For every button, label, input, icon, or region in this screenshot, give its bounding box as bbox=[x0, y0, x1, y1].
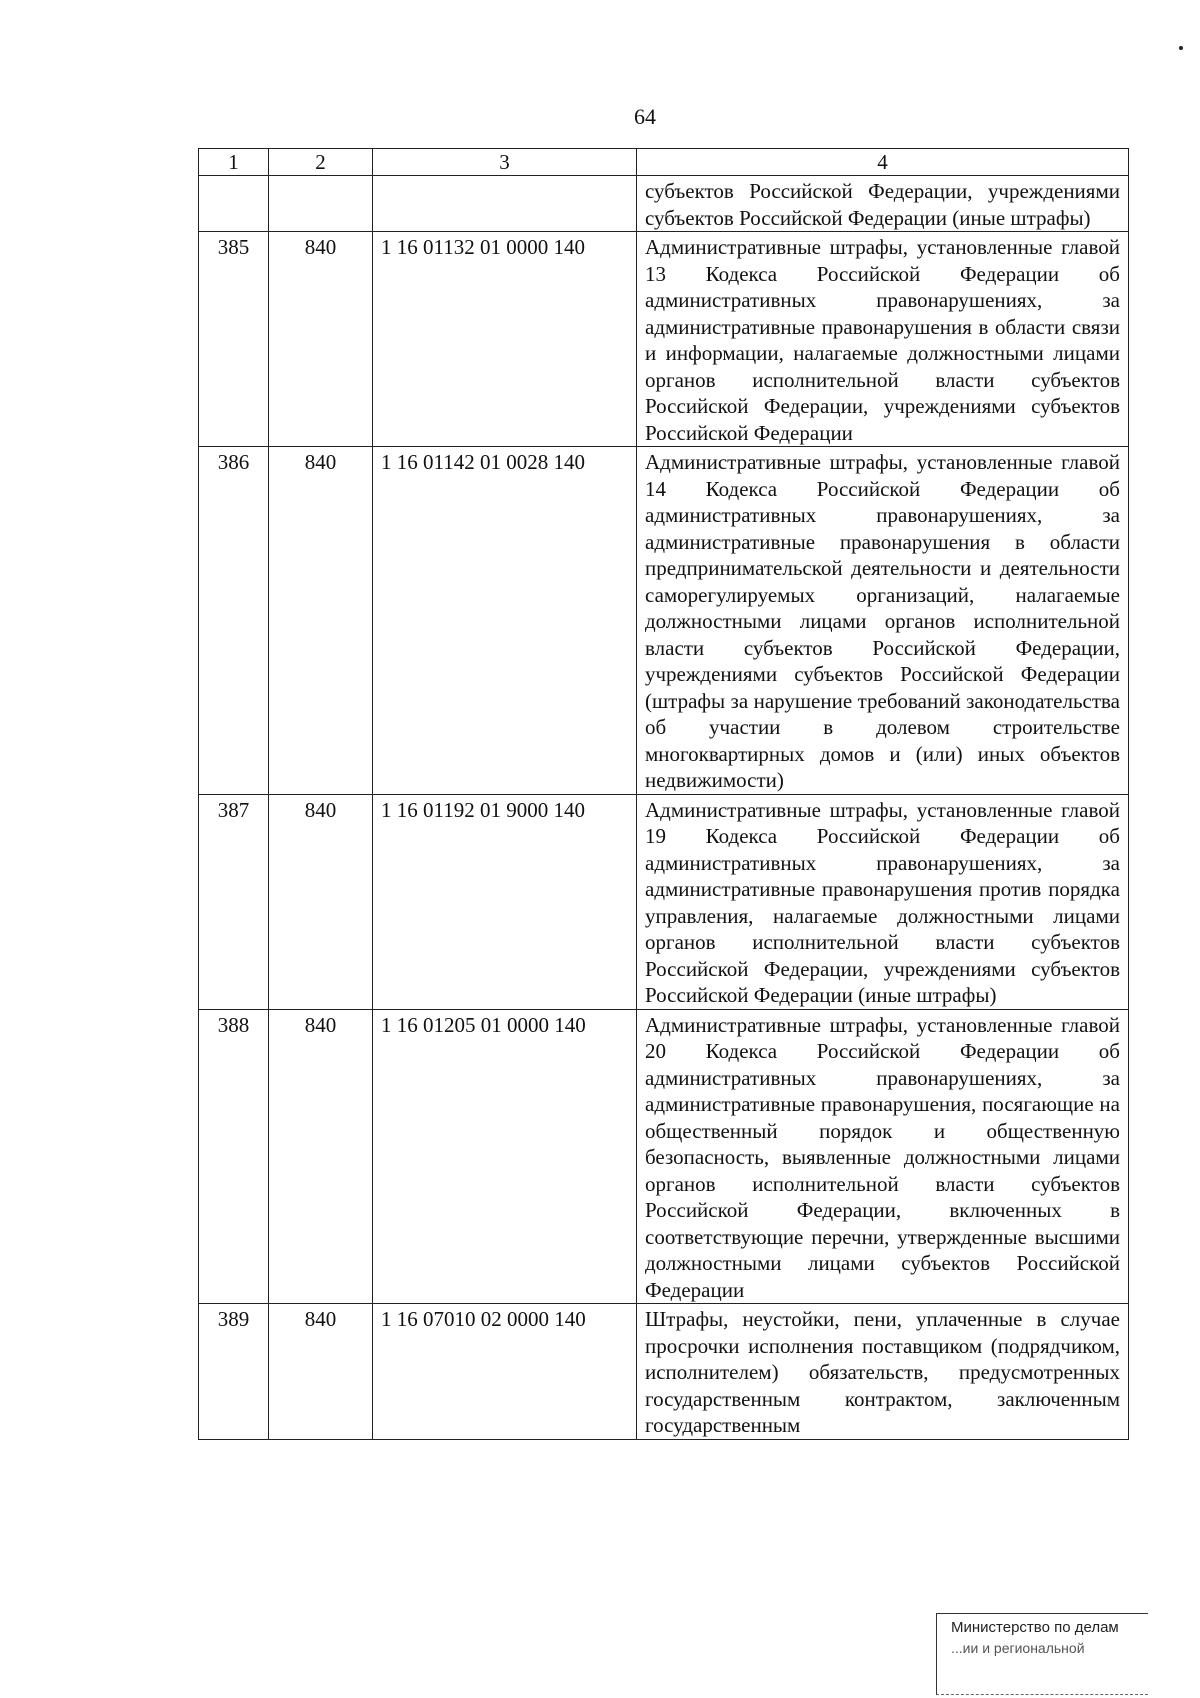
page-number: 64 bbox=[634, 104, 656, 129]
income-description: Административные штрафы, установленные главой 20 Кодекса Российской Федерации об административных правонарушениях, за административные правонарушения, посягающие на общественный порядок и общественную безопасность, выявленные должностными лицами органов исполнительной власти субъектов Российской Федерации, включенных в соответствующие перечни, утвержденные высшими должностными лицами субъектов Российской Федерации bbox=[637, 1009, 1129, 1304]
column-header: 2 bbox=[269, 149, 373, 176]
table-row bbox=[199, 1304, 1129, 1440]
income-description: Административные штрафы, установленные главой 19 Кодекса Российской Федерации об административных правонарушениях, за административные правонарушения против порядка управления, налагаемые должностными лицами органов исполнительной власти субъектов Российской Федерации, учреждениями субъектов Российской Федерации (иные штрафы) bbox=[637, 794, 1129, 1009]
income-description: Административные штрафы, установленные главой 14 Кодекса Российской Федерации об административных правонарушениях, за административные правонарушения в области предпринимательской деятельности и деятельности саморегулируемых организаций, налагаемые должностными лицами органов исполнительной власти субъектов Российской Федерации, учреждениями субъектов Российской Федерации (штрафы за нарушение требований законодательства об участии в долевом строительстве многоквартирных домов и (или) иных объектов недвижимости) bbox=[637, 447, 1129, 795]
budget-codes-table bbox=[198, 148, 1129, 1440]
stamp-line: ...ии и региональной bbox=[951, 1640, 1085, 1656]
income-description: субъектов Российской Федерации, учреждениями субъектов Российской Федерации (иные штрафы) bbox=[637, 176, 1129, 232]
row-number: 387 bbox=[199, 794, 269, 1009]
budget-classification-code: 1 16 07010 02 0000 140 bbox=[373, 1304, 637, 1440]
admin-code: 840 bbox=[269, 1304, 373, 1440]
table-row bbox=[199, 447, 1129, 795]
budget-classification-code: 1 16 01192 01 9000 140 bbox=[373, 794, 637, 1009]
admin-code bbox=[269, 176, 373, 232]
stamp-line: Министерство по делам bbox=[951, 1619, 1119, 1636]
row-number: 386 bbox=[199, 447, 269, 795]
budget-classification-code: 1 16 01132 01 0000 140 bbox=[373, 232, 637, 447]
row-number bbox=[199, 176, 269, 232]
income-description: Штрафы, неустойки, пени, уплаченные в случае просрочки исполнения поставщиком (подрядчиком, исполнителем) обязательств, предусмотренных государственным контрактом, заключенным государственным bbox=[637, 1304, 1129, 1440]
income-description: Административные штрафы, установленные главой 13 Кодекса Российской Федерации об административных правонарушениях, за административные правонарушения в области связи и информации, налагаемые должностными лицами органов исполнительной власти субъектов Российской Федерации, учреждениями субъектов Российской Федерации bbox=[637, 232, 1129, 447]
budget-classification-code: 1 16 01142 01 0028 140 bbox=[373, 447, 637, 795]
row-number: 388 bbox=[199, 1009, 269, 1304]
admin-code: 840 bbox=[269, 1009, 373, 1304]
admin-code: 840 bbox=[269, 232, 373, 447]
scan-artifact-dot bbox=[1179, 46, 1183, 50]
column-header: 3 bbox=[373, 149, 637, 176]
table-row bbox=[199, 176, 1129, 232]
table-row bbox=[199, 1009, 1129, 1304]
table-header-row bbox=[199, 149, 1129, 176]
table-row bbox=[199, 232, 1129, 447]
row-number: 385 bbox=[199, 232, 269, 447]
ministry-stamp bbox=[936, 1613, 1148, 1695]
column-header: 1 bbox=[199, 149, 269, 176]
table-row bbox=[199, 794, 1129, 1009]
budget-classification-code bbox=[373, 176, 637, 232]
admin-code: 840 bbox=[269, 447, 373, 795]
budget-classification-code: 1 16 01205 01 0000 140 bbox=[373, 1009, 637, 1304]
column-header: 4 bbox=[637, 149, 1129, 176]
row-number: 389 bbox=[199, 1304, 269, 1440]
admin-code: 840 bbox=[269, 794, 373, 1009]
